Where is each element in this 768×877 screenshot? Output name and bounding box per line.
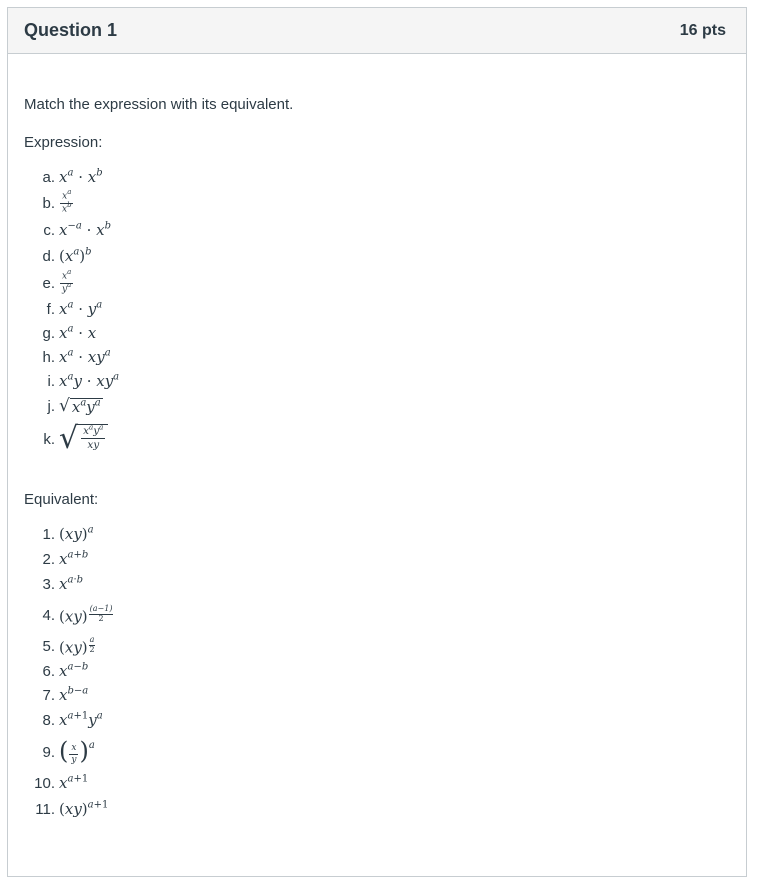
- equivalent-label: 11.: [35, 800, 55, 818]
- expression-math: $x^a \cdot x^b$: [59, 167, 103, 186]
- equivalent-item: [24, 522, 730, 547]
- question-header: [8, 8, 746, 54]
- expression-math: √ $x^ay^a$: [59, 395, 101, 416]
- question-card: [7, 7, 747, 877]
- expression-item: [24, 419, 730, 459]
- equivalent-label: 4.: [42, 606, 55, 624]
- expression-label: g.: [42, 324, 55, 342]
- expression-math: $\frac{x^a}{y^a}$: [62, 267, 72, 295]
- equivalent-math: $x^{a+1}$: [59, 773, 89, 792]
- equivalent-label: 10.: [34, 774, 55, 792]
- equivalent-math: (xy)$^{a+1}$: [59, 799, 109, 818]
- expression-item: [24, 189, 730, 217]
- equivalent-math: $x^{b-a}$: [59, 685, 89, 704]
- equivalent-math: $x^{a-b}$: [59, 661, 89, 680]
- equivalent-label: 3.: [42, 576, 55, 593]
- expression-label: a.: [42, 168, 55, 186]
- equivalents-heading: Equivalent:: [24, 491, 99, 508]
- expression-item: [24, 165, 730, 189]
- expression-label: c.: [43, 221, 55, 239]
- expression-math: $\frac{x^a}{x^b}$: [62, 187, 72, 215]
- expression-math: $x^a \cdot x$: [59, 323, 97, 342]
- equivalent-label: 6.: [42, 662, 55, 680]
- expression-math: $x^a \cdot xy^a$: [59, 347, 111, 366]
- expression-list: [24, 165, 730, 459]
- equivalent-item: [24, 659, 730, 683]
- equivalent-item: [24, 733, 730, 771]
- expression-item: [24, 297, 730, 321]
- equivalent-math: $x^{a+1}y^a$: [59, 710, 103, 729]
- question-points: 16 pts: [679, 21, 726, 39]
- expressions-heading: Expression:: [24, 134, 103, 151]
- equivalent-label: 7.: [42, 687, 55, 704]
- equivalent-item: [24, 795, 730, 823]
- expression-label: k.: [43, 430, 55, 448]
- expression-label: f.: [46, 300, 55, 318]
- expression-item: [24, 393, 730, 419]
- equivalent-item: [24, 572, 730, 597]
- equivalent-math: (xy)$^a$: [59, 524, 94, 543]
- equivalent-label: 9.: [42, 743, 55, 761]
- expression-label: e.: [42, 274, 55, 292]
- equivalent-item: [24, 633, 730, 659]
- expression-math: $x^{-a} \cdot x^b$: [59, 220, 112, 239]
- question-body: [8, 54, 746, 823]
- expression-label: d.: [42, 247, 55, 265]
- equivalent-label: 5.: [42, 637, 55, 655]
- question-title: Question 1: [24, 20, 118, 40]
- expression-label: j.: [47, 397, 55, 415]
- equivalent-label: 2.: [42, 551, 55, 568]
- expression-item: [24, 269, 730, 297]
- equivalent-math: (xy) $\frac{(a-1)}{2}$: [59, 604, 113, 626]
- expression-item: [24, 345, 730, 369]
- expression-item: [24, 217, 730, 243]
- equivalent-list: [24, 522, 730, 823]
- expression-item: [24, 321, 730, 345]
- equivalent-label: 8.: [42, 712, 55, 729]
- equivalent-item: [24, 708, 730, 733]
- expression-label: h.: [42, 348, 55, 366]
- equivalent-math: (xy) $\frac{a}{2}$: [59, 635, 95, 657]
- expression-math: $x^a \cdot y^a$: [59, 299, 103, 318]
- equivalent-math: ( $\frac{x}{y}$ )$^a$: [59, 736, 95, 766]
- expression-label: b.: [42, 194, 55, 212]
- equivalent-math: $x^{a\cdot b}$: [59, 574, 84, 593]
- equivalent-item: [24, 547, 730, 572]
- equivalent-item: [24, 597, 730, 633]
- expression-item: [24, 243, 730, 269]
- expression-math: $x^ay \cdot xy^a$: [59, 371, 120, 390]
- expression-math: √ $\frac{x^ay^a}{xy}$: [59, 424, 108, 454]
- equivalent-label: 1.: [42, 526, 55, 543]
- expression-math: $(x^a)^b$: [59, 246, 92, 265]
- expression-item: [24, 369, 730, 393]
- equivalent-math: $x^{a+b}$: [59, 549, 89, 568]
- equivalent-item: [24, 683, 730, 708]
- equivalent-item: [24, 771, 730, 795]
- question-prompt: Match the expression with its equivalent.: [24, 96, 294, 113]
- expression-label: i.: [47, 372, 55, 390]
